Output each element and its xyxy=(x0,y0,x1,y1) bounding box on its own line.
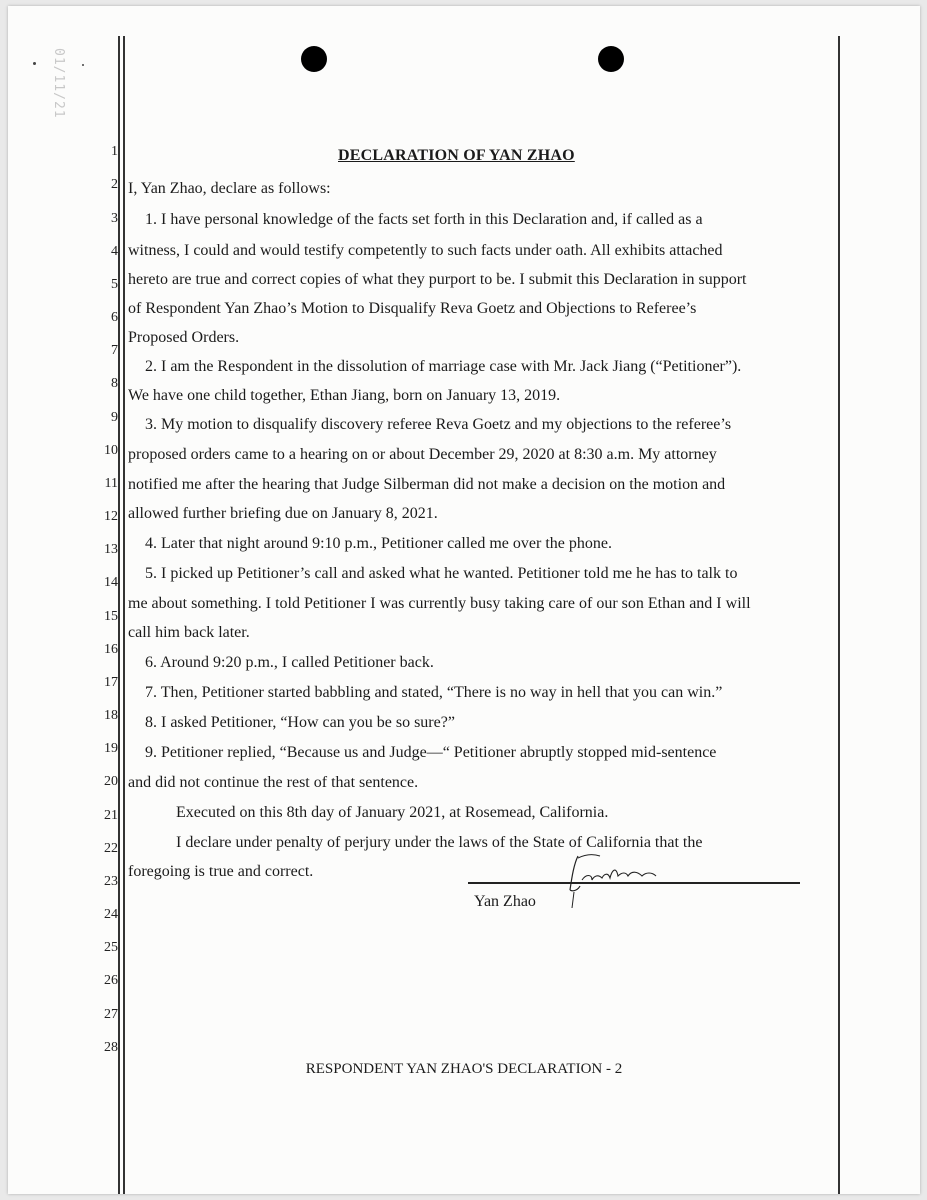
line-number: 19 xyxy=(104,741,118,756)
line-number: 2 xyxy=(111,177,118,192)
margin-rule-right xyxy=(838,36,840,1194)
body-line: allowed further briefing due on January 8, 2021. xyxy=(128,505,438,522)
body-line: Executed on this 8th day of January 2021, at Rosemead, California. xyxy=(176,804,609,821)
body-line: 1. I have personal knowledge of the facts set forth in this Declaration and, if called as a xyxy=(145,211,703,228)
body-line: call him back later. xyxy=(128,624,250,641)
line-number: 9 xyxy=(111,410,118,425)
line-number: 28 xyxy=(104,1040,118,1055)
line-number: 24 xyxy=(104,907,118,922)
handwritten-signature-icon xyxy=(564,846,674,916)
line-number: 18 xyxy=(104,708,118,723)
body-line: proposed orders came to a hearing on or about December 29, 2020 at 8:30 a.m. My attorney xyxy=(128,446,717,463)
line-number: 27 xyxy=(104,1007,118,1022)
line-number: 6 xyxy=(111,310,118,325)
line-number: 23 xyxy=(104,874,118,889)
body-line: 5. I picked up Petitioner’s call and asked what he wanted. Petitioner told me he has to talk to xyxy=(145,565,738,582)
body-line: 8. I asked Petitioner, “How can you be so sure?” xyxy=(145,714,455,731)
line-number: 16 xyxy=(104,642,118,657)
line-number: 5 xyxy=(111,277,118,292)
line-number: 14 xyxy=(104,575,118,590)
body-line: and did not continue the rest of that sentence. xyxy=(128,774,419,791)
body-line: We have one child together, Ethan Jiang, born on January 13, 2019. xyxy=(128,387,561,404)
body-line: foregoing is true and correct. xyxy=(128,863,314,880)
line-number: 25 xyxy=(104,940,118,955)
body-line: of Respondent Yan Zhao’s Motion to Disqualify Reva Goetz and Objections to Referee’s xyxy=(128,300,697,317)
line-number: 13 xyxy=(104,542,118,557)
body-line: 2. I am the Respondent in the dissolution of marriage case with Mr. Jack Jiang (“Petitioner”). xyxy=(145,358,742,375)
document-title: DECLARATION OF YAN ZHAO xyxy=(338,147,575,164)
body-line: notified me after the hearing that Judge Silberman did not make a decision on the motion and xyxy=(128,476,726,493)
body-line: me about something. I told Petitioner I was currently busy taking care of our son Ethan and I will xyxy=(128,595,751,612)
body-line: I declare under penalty of perjury under the laws of the State of California that the xyxy=(176,834,703,851)
body-line: 3. My motion to disqualify discovery referee Reva Goetz and my objections to the referee’s xyxy=(145,416,732,433)
body-line: hereto are true and correct copies of what they purport to be. I submit this Declaration in support xyxy=(128,271,747,288)
body-line: witness, I could and would testify competently to such facts under oath. All exhibits attached xyxy=(128,242,723,259)
signature-line xyxy=(468,882,800,884)
document-page xyxy=(8,6,920,1194)
document-footer: RESPONDENT YAN ZHAO'S DECLARATION - 2 xyxy=(305,1061,623,1077)
line-number: 22 xyxy=(104,841,118,856)
line-number: 20 xyxy=(104,774,118,789)
scan-speck xyxy=(33,62,36,65)
binder-hole-left xyxy=(301,46,327,72)
body-line: 7. Then, Petitioner started babbling and stated, “There is no way in hell that you can win.” xyxy=(145,684,723,701)
margin-stamp: 01/11/21 xyxy=(51,48,66,119)
line-number: 3 xyxy=(111,211,118,226)
line-number: 12 xyxy=(104,509,118,524)
line-number: 15 xyxy=(104,609,118,624)
line-number: 11 xyxy=(104,476,118,491)
body-line: 4. Later that night around 9:10 p.m., Petitioner called me over the phone. xyxy=(145,535,612,552)
body-line: Proposed Orders. xyxy=(128,329,240,346)
line-number: 10 xyxy=(104,443,118,458)
body-line: 6. Around 9:20 p.m., I called Petitioner back. xyxy=(145,654,434,671)
line-number: 7 xyxy=(111,343,118,358)
margin-rule-left-2 xyxy=(123,36,125,1194)
signer-name: Yan Zhao xyxy=(474,893,536,910)
body-line: 9. Petitioner replied, “Because us and Judge—“ Petitioner abruptly stopped mid-sentence xyxy=(145,744,717,761)
binder-hole-right xyxy=(598,46,624,72)
scan-speck xyxy=(82,64,84,66)
line-number: 4 xyxy=(111,244,118,259)
line-number: 26 xyxy=(104,973,118,988)
body-line: I, Yan Zhao, declare as follows: xyxy=(128,180,331,197)
line-number: 1 xyxy=(111,144,118,159)
margin-rule-left-1 xyxy=(118,36,120,1194)
line-number: 8 xyxy=(111,376,118,391)
line-number: 21 xyxy=(104,808,118,823)
line-number: 17 xyxy=(104,675,118,690)
